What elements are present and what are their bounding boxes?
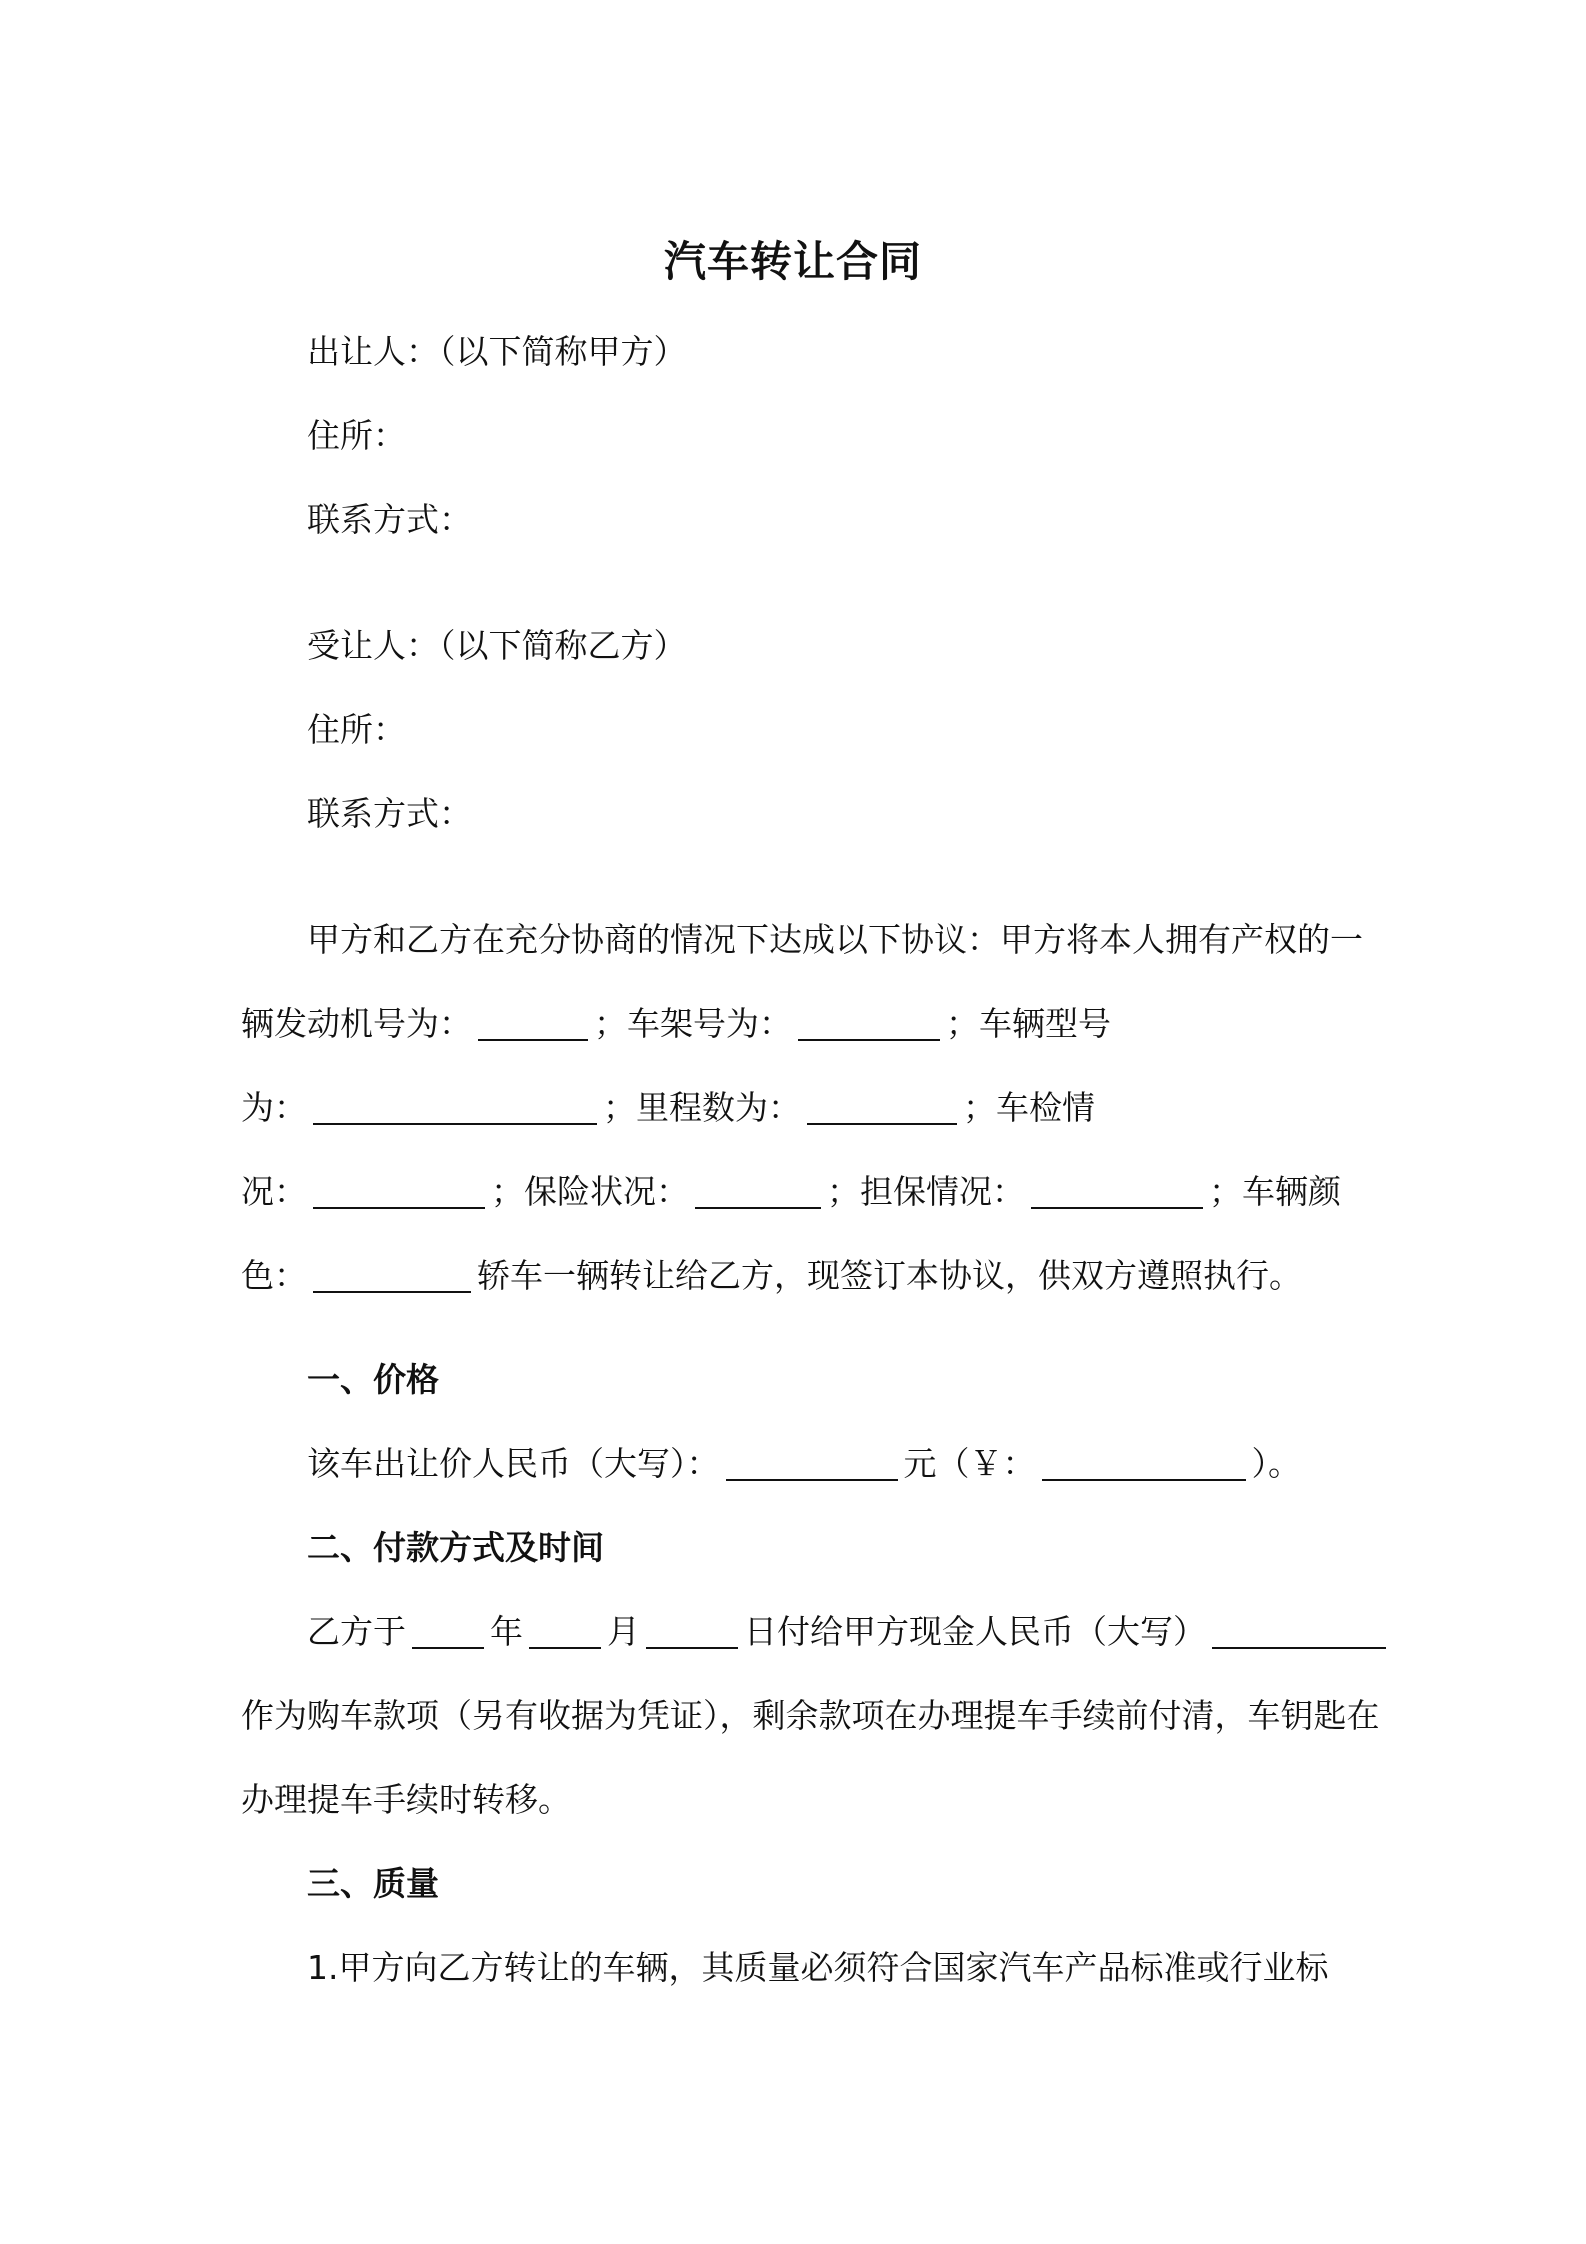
inspection-label-end: 况： — [241, 1172, 307, 1211]
guarantee-label: ；担保情况： — [827, 1172, 1025, 1211]
seller-address-label: 住所： — [307, 416, 406, 455]
month-label: 月 — [607, 1612, 640, 1651]
price-close: ）。 — [1251, 1444, 1301, 1483]
mileage-blank[interactable] — [807, 1089, 957, 1125]
payment-party-label: 乙方于 — [307, 1612, 406, 1651]
engine-number-label: 辆发动机号为： — [241, 1004, 472, 1043]
engine-number-blank[interactable] — [478, 1005, 588, 1041]
inspection-blank[interactable] — [313, 1173, 485, 1209]
frame-number-blank[interactable] — [798, 1005, 940, 1041]
price-figures-blank[interactable] — [1042, 1445, 1246, 1481]
quality-line-1: 1.甲方向乙方转让的车辆，其质量必须符合国家汽车产品标准或行业标 — [307, 1948, 1329, 1987]
mileage-label: ；里程数为： — [603, 1088, 801, 1127]
insurance-blank[interactable] — [695, 1173, 821, 1209]
payment-line-1 — [307, 1610, 1392, 1654]
payment-amount-label: 日付给甲方现金人民币（大写） — [744, 1612, 1206, 1651]
model-label-end: 为： — [241, 1088, 307, 1127]
buyer-address-label: 住所： — [307, 710, 406, 749]
section-2-heading: 二、付款方式及时间 — [307, 1528, 604, 1567]
buyer-contact-label: 联系方式： — [307, 794, 472, 833]
model-blank[interactable] — [313, 1089, 597, 1125]
color-blank[interactable] — [313, 1257, 471, 1293]
agreement-line-3 — [241, 1086, 1095, 1130]
seller-label: 出让人：（以下简称甲方） — [307, 332, 687, 371]
model-label-start: ；车辆型号 — [946, 1004, 1111, 1043]
payment-amount-blank[interactable] — [1212, 1613, 1386, 1649]
inspection-label-start: ；车检情 — [963, 1088, 1095, 1127]
payment-day-blank[interactable] — [646, 1613, 738, 1649]
price-yuan-label: 元（￥： — [903, 1444, 1036, 1483]
agreement-line-1: 甲方和乙方在充分协商的情况下达成以下协议：甲方将本人拥有产权的一 — [307, 920, 1363, 959]
color-label-start: ；车辆颜 — [1209, 1172, 1341, 1211]
payment-line-3: 办理提车手续时转移。 — [241, 1780, 571, 1819]
insurance-label: ；保险状况： — [491, 1172, 689, 1211]
transfer-statement: 轿车一辆转让给乙方，现签订本协议，供双方遵照执行。 — [477, 1256, 1302, 1295]
price-label: 该车出让价人民币（大写）： — [307, 1444, 720, 1483]
price-line — [307, 1442, 1301, 1486]
buyer-label: 受让人：（以下简称乙方） — [307, 626, 687, 665]
agreement-line-2 — [241, 1002, 1111, 1046]
color-label-end: 色： — [241, 1256, 307, 1295]
frame-number-label: ；车架号为： — [594, 1004, 792, 1043]
price-words-blank[interactable] — [726, 1445, 898, 1481]
guarantee-blank[interactable] — [1031, 1173, 1203, 1209]
seller-contact-label: 联系方式： — [307, 500, 472, 539]
page-title: 汽车转让合同 — [663, 237, 922, 286]
section-3-heading: 三、质量 — [307, 1864, 439, 1903]
payment-line-2: 作为购车款项（另有收据为凭证），剩余款项在办理提车手续前付清，车钥匙在 — [241, 1696, 1380, 1735]
agreement-line-4 — [241, 1170, 1341, 1214]
year-label: 年 — [490, 1612, 523, 1651]
payment-month-blank[interactable] — [529, 1613, 601, 1649]
payment-year-blank[interactable] — [412, 1613, 484, 1649]
agreement-line-5 — [241, 1254, 1302, 1298]
section-1-heading: 一、价格 — [307, 1360, 439, 1399]
